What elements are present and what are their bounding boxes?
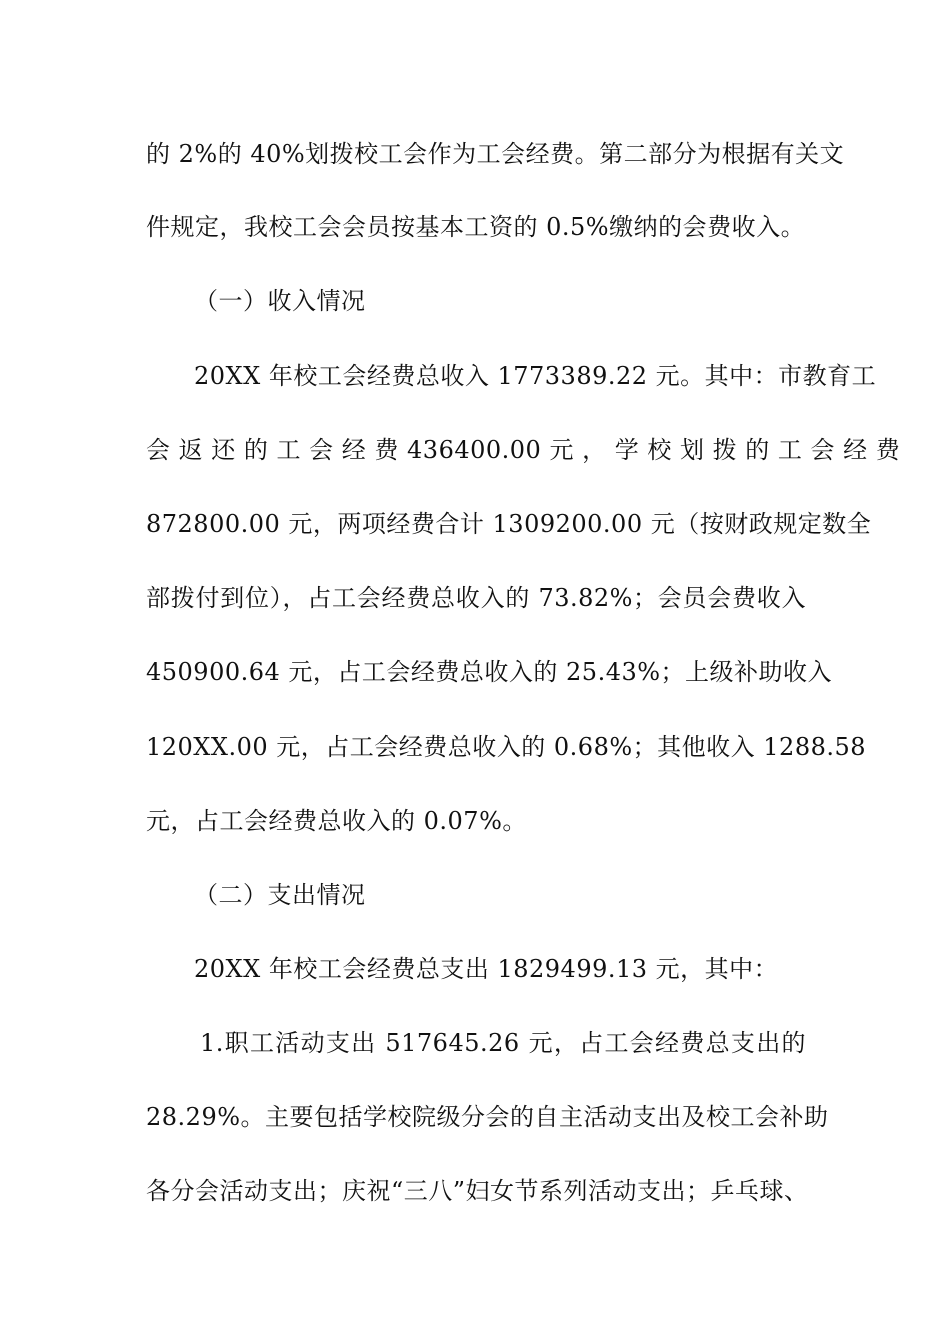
paragraph-line: 元，占工会经费总收入的 0.07%。 <box>146 807 527 835</box>
paragraph-line: 各分会活动支出；庆祝“三八”妇女节系列活动支出；乒乓球、 <box>146 1177 809 1205</box>
section-heading-income: （一）收入情况 <box>194 287 366 315</box>
paragraph-line: 会 返 还 的 工 会 经 费 436400.00 元 ， 学 校 划 拨 的 工 会 经 费 <box>146 436 901 464</box>
paragraph-line: 450900.64 元，占工会经费总收入的 25.43%；上级补助收入 <box>146 658 833 686</box>
paragraph-line: 20XX 年校工会经费总支出 1829499.13 元，其中： <box>194 955 779 983</box>
paragraph-line: 120XX.00 元，占工会经费总收入的 0.68%；其他收入 1288.58 <box>146 733 867 761</box>
paragraph-line: 872800.00 元，两项经费合计 1309200.00 元（按财政规定数全 <box>146 510 872 538</box>
section-heading-expenditure: （二）支出情况 <box>194 881 366 909</box>
paragraph-line: 20XX 年校工会经费总收入 1773389.22 元。其中：市教育工 <box>194 362 877 390</box>
paragraph-line: 的 2%的 40%划拨校工会作为工会经费。第二部分为根据有关文 <box>146 140 845 168</box>
paragraph-line: 部拨付到位），占工会经费总收入的 73.82%；会员会费收入 <box>146 584 806 612</box>
paragraph-line: 28.29%。主要包括学校院级分会的自主活动支出及校工会补助 <box>146 1103 829 1131</box>
paragraph-line: 件规定，我校工会会员按基本工资的 0.5%缴纳的会费收入。 <box>146 213 806 241</box>
list-item-line: 1.职工活动支出 517645.26 元，占工会经费总支出的 <box>200 1029 806 1057</box>
